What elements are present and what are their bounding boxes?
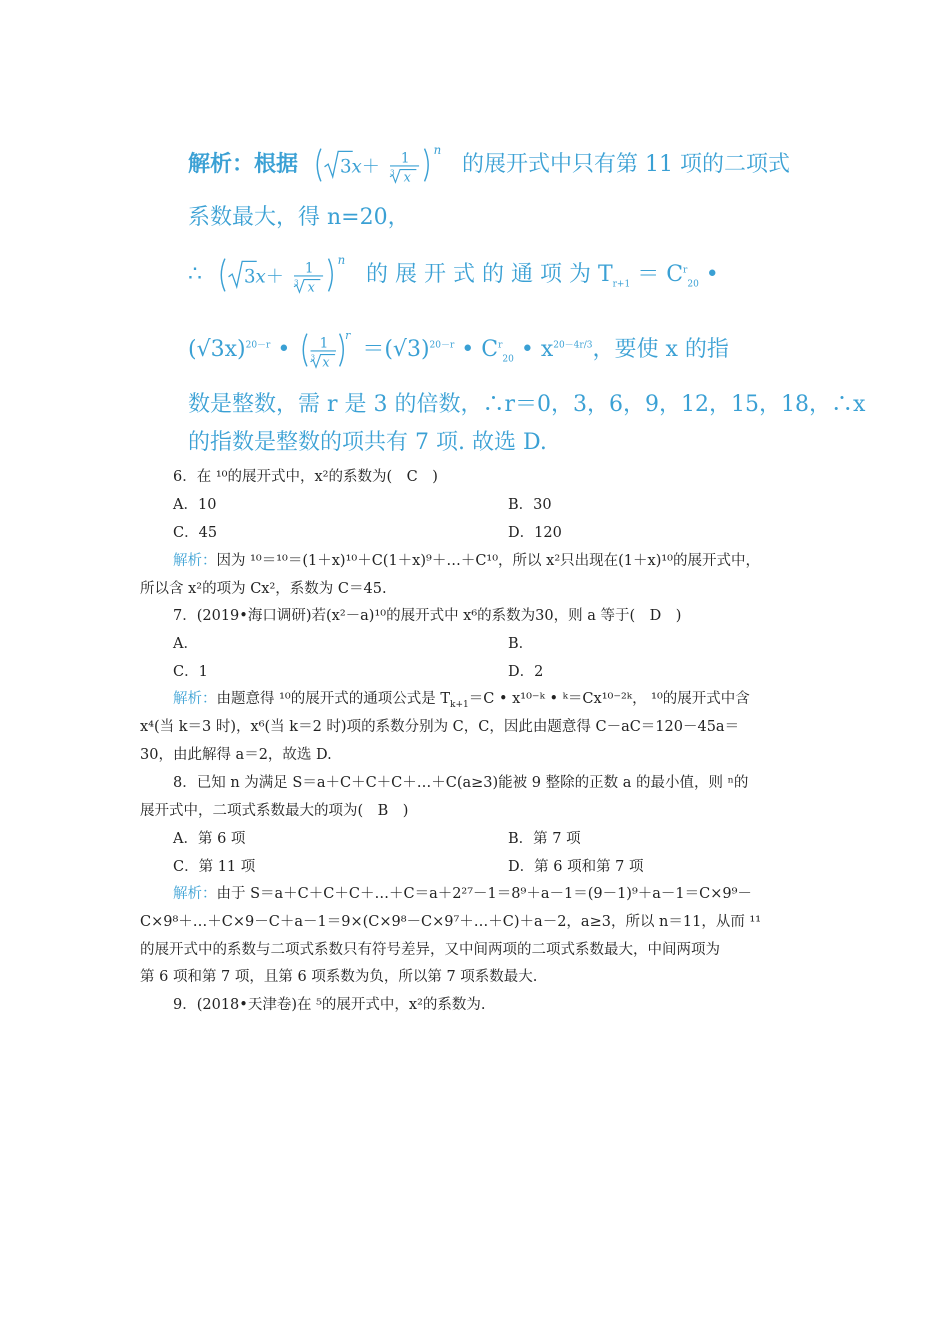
q8-solution-line1: 解析：由于 S＝a＋C＋C＋C＋…＋C＝a＋2²⁷－1＝8⁹＋a－1＝(9－1)⁹＋a－1＝C×9⁹－ [173, 886, 752, 902]
q7-option-c: C．1 [173, 664, 208, 680]
q8-option-d: D．第 6 项和第 7 项 [508, 859, 644, 875]
svg-text:3: 3 [390, 168, 395, 177]
sol5-line4: $(√3x)^{20-r}$ • 1 x 3 r $=(√3)^{20-r}$ • $C^r_{20}$ • $x^{20-4r/3}$，要使 x 的指 [188, 330, 729, 370]
svg-text:x: x [322, 354, 330, 370]
q8-option-c: C．第 11 项 [173, 859, 256, 875]
q8-option-a: A．第 6 项 [173, 831, 246, 847]
solution-label: 解析： [188, 151, 255, 177]
svg-text:1: 1 [304, 260, 314, 277]
solution-label: 解析： [173, 691, 217, 707]
solution-label: 解析： [173, 553, 217, 569]
q6-option-c: C．45 [173, 525, 218, 541]
svg-text:r: r [345, 330, 351, 343]
q6-option-a: A．10 [173, 497, 217, 513]
q7-option-b: B． [508, 636, 534, 652]
sol5-line3: ∴ 3x＋ 1 x 3 n 的 展 开 式 的 通 项 为 $T_{r+1} = C^r_{20}$ • [188, 255, 719, 295]
q9-stem: 9．(2018•天津卷)在 ⁵的展开式中，x²的系数为. [173, 997, 486, 1013]
svg-text:1: 1 [319, 335, 329, 352]
q7-solution-line1: 解析：由题意得 ¹⁰的展开式的通项公式是 $T_{k+1}=C$ • x¹⁰⁻ᵏ • ᵏ＝Cx¹⁰⁻²ᵏ， ¹⁰的展开式中含 [173, 691, 750, 710]
q6-option-d: D．120 [508, 525, 562, 541]
q8-stem-line2: 展开式中，二项式系数最大的项为( B ) [140, 803, 409, 819]
q7-solution-line3: 30，由此解得 a＝2，故选 D. [140, 747, 332, 763]
reciprocal-cube-root [297, 330, 355, 370]
q6-solution-line2: 所以含 x²的项为 Cx²，系数为 C＝45. [140, 581, 387, 597]
svg-text:3x＋: 3x＋ [244, 266, 284, 288]
q8-option-b: B．第 7 项 [508, 831, 581, 847]
q6-option-b: B．30 [508, 497, 552, 513]
q7-solution-line2: x⁴(当 k＝3 时)，x⁶(当 k＝2 时)项的系数分别为 C，C，因此由题意得 C－aC＝120－45a＝ [140, 719, 740, 735]
sol5-line6: 的指数是整数的项共有 7 项. 故选 D. [188, 430, 547, 455]
solution-label: 解析： [173, 886, 217, 902]
svg-text:3x＋: 3x＋ [340, 156, 381, 178]
q6-stem: 6．在 ¹⁰的展开式中，x²的系数为( C ) [173, 469, 438, 485]
svg-text:x: x [403, 169, 411, 185]
q8-solution-line4: 第 6 项和第 7 项，且第 6 项系数为负，所以第 7 项系数最大. [140, 969, 538, 985]
svg-text:n: n [337, 255, 346, 268]
q8-solution-line2: C×9⁸＋…＋C×9－C＋a－1＝9×(C×9⁸－C×9⁷＋…＋C)＋a－2，a≥3，所以 n＝11，从而 ¹¹ [140, 914, 762, 930]
svg-text:3: 3 [310, 353, 316, 362]
sol5-line1: 解析：根据 3x＋ 1 x 3 n 的展开式中只有第 11 项的二项式 [188, 145, 791, 185]
svg-text:3: 3 [294, 278, 299, 287]
svg-text:1: 1 [400, 150, 410, 167]
svg-text:n: n [433, 145, 442, 158]
svg-text:x: x [307, 279, 315, 295]
sol5-line5: 数是整数，需 r 是 3 的倍数，∴r＝0，3，6，9，12，15，18，∴x [188, 392, 866, 417]
q6-solution-line1: 解析：因为 ¹⁰＝¹⁰＝(1＋x)¹⁰＋C(1＋x)⁹＋…＋C¹⁰，所以 x²只出现在(1＋x)¹⁰的展开式中， [173, 553, 760, 569]
q7-option-d: D．2 [508, 664, 544, 680]
sol5-line2: 系数最大，得 n=20， [188, 205, 410, 230]
q8-stem-line1: 8．已知 n 为满足 S＝a＋C＋C＋C＋…＋C(a≥3)能被 9 整除的正数 a 的最小值，则 ⁿ的 [173, 775, 749, 791]
q7-stem: 7．(2019•海口调研)若(x²－a)¹⁰的展开式中 x⁶的系数为30，则 a 等于( D ) [173, 608, 682, 624]
q8-solution-line3: 的展开式中的系数与二项式系数只有符号差异，又中间两项的二项式系数最大，中间两项为 [140, 942, 720, 958]
binomial-expression [305, 145, 455, 185]
binomial-expression-2 [209, 255, 359, 295]
q7-option-a: A． [173, 636, 198, 652]
